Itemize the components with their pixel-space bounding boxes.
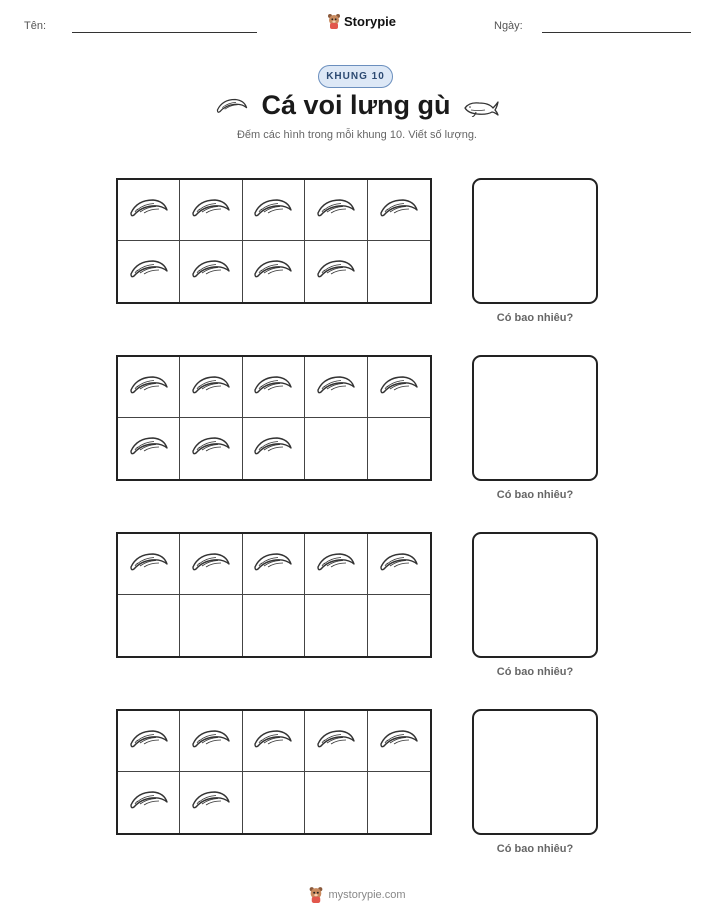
frame-cell [368, 180, 430, 241]
whale-fin-icon [190, 196, 232, 225]
whale-fin-icon [252, 727, 294, 756]
bear-mascot-icon [308, 886, 324, 903]
whale-fin-icon [252, 257, 294, 286]
frame-cell [368, 772, 430, 833]
whale-fin-icon [252, 373, 294, 402]
frame-cell [305, 241, 367, 302]
answer-box[interactable] [472, 178, 598, 304]
whale-fin-icon [190, 727, 232, 756]
answer-box[interactable] [472, 532, 598, 658]
answer-label: Có bao nhiêu? [496, 843, 574, 855]
frame-cell [118, 772, 180, 833]
humpback-whale-icon [463, 95, 499, 117]
whale-fin-icon [315, 196, 357, 225]
footer-url: mystorypie.com [328, 888, 406, 901]
whale-fin-icon [315, 257, 357, 286]
whale-fin-icon [315, 550, 357, 579]
frame-cell [243, 180, 305, 241]
date-label: Ngày: [494, 20, 523, 32]
frame-cell [243, 357, 305, 418]
frame-cell [180, 711, 242, 772]
frame-cell [180, 418, 242, 479]
frame-cell [305, 418, 367, 479]
frame-cell [368, 241, 430, 302]
frame-cell [368, 534, 430, 595]
whale-fin-icon [215, 96, 249, 116]
frame-cell [118, 357, 180, 418]
frame-cell [305, 772, 367, 833]
frame-cell [305, 180, 367, 241]
whale-fin-icon [128, 434, 170, 463]
frame-cell [243, 772, 305, 833]
whale-fin-icon [315, 727, 357, 756]
title-row [0, 90, 714, 121]
whale-fin-icon [190, 373, 232, 402]
frame-cell [118, 711, 180, 772]
whale-fin-icon [378, 550, 420, 579]
whale-fin-icon [378, 196, 420, 225]
frame-cell [368, 418, 430, 479]
answer-label: Có bao nhiêu? [496, 666, 574, 678]
whale-fin-icon [128, 196, 170, 225]
whale-fin-icon [252, 196, 294, 225]
frame-cell [243, 595, 305, 656]
date-write-line[interactable] [542, 32, 691, 33]
whale-fin-icon [315, 373, 357, 402]
frame-cell [180, 357, 242, 418]
frame-cell [368, 357, 430, 418]
ten-frame [116, 355, 432, 481]
frame-cell [305, 711, 367, 772]
footer [0, 886, 714, 903]
whale-fin-icon [252, 434, 294, 463]
ten-frame [116, 178, 432, 304]
answer-label: Có bao nhiêu? [496, 312, 574, 324]
brand-logo [327, 13, 396, 29]
whale-fin-icon [128, 373, 170, 402]
frame-cell [305, 595, 367, 656]
frame-cell [180, 180, 242, 241]
frame-cell [118, 534, 180, 595]
page-title: Cá voi lưng gù [261, 90, 451, 120]
ten-frame [116, 532, 432, 658]
frame-cell [180, 595, 242, 656]
frame-cell [180, 534, 242, 595]
frame-cell [180, 241, 242, 302]
answer-box[interactable] [472, 709, 598, 835]
whale-fin-icon [190, 550, 232, 579]
ten-frame [116, 709, 432, 835]
whale-fin-icon [252, 550, 294, 579]
bear-mascot-icon [327, 13, 341, 29]
frame-cell [368, 711, 430, 772]
instructions: Đếm các hình trong mỗi khung 10. Viết số lượng. [236, 129, 477, 141]
frame-cell [243, 241, 305, 302]
frame-cell [180, 772, 242, 833]
frame-cell [305, 357, 367, 418]
topic-badge: KHUNG 10 [318, 65, 393, 88]
whale-fin-icon [190, 434, 232, 463]
frame-cell [118, 595, 180, 656]
frame-cell [243, 418, 305, 479]
answer-label: Có bao nhiêu? [496, 489, 574, 501]
frame-cell [368, 595, 430, 656]
name-label: Tên: [24, 20, 47, 32]
whale-fin-icon [128, 788, 170, 817]
frame-cell [118, 180, 180, 241]
whale-fin-icon [378, 373, 420, 402]
frame-cell [118, 241, 180, 302]
whale-fin-icon [128, 727, 170, 756]
brand-name: Storypie [344, 13, 397, 29]
whale-fin-icon [128, 257, 170, 286]
answer-box[interactable] [472, 355, 598, 481]
whale-fin-icon [190, 788, 232, 817]
whale-fin-icon [128, 550, 170, 579]
frame-cell [243, 711, 305, 772]
frame-cell [305, 534, 367, 595]
name-write-line[interactable] [72, 32, 257, 33]
frame-cell [243, 534, 305, 595]
whale-fin-icon [378, 727, 420, 756]
whale-fin-icon [190, 257, 232, 286]
frame-cell [118, 418, 180, 479]
